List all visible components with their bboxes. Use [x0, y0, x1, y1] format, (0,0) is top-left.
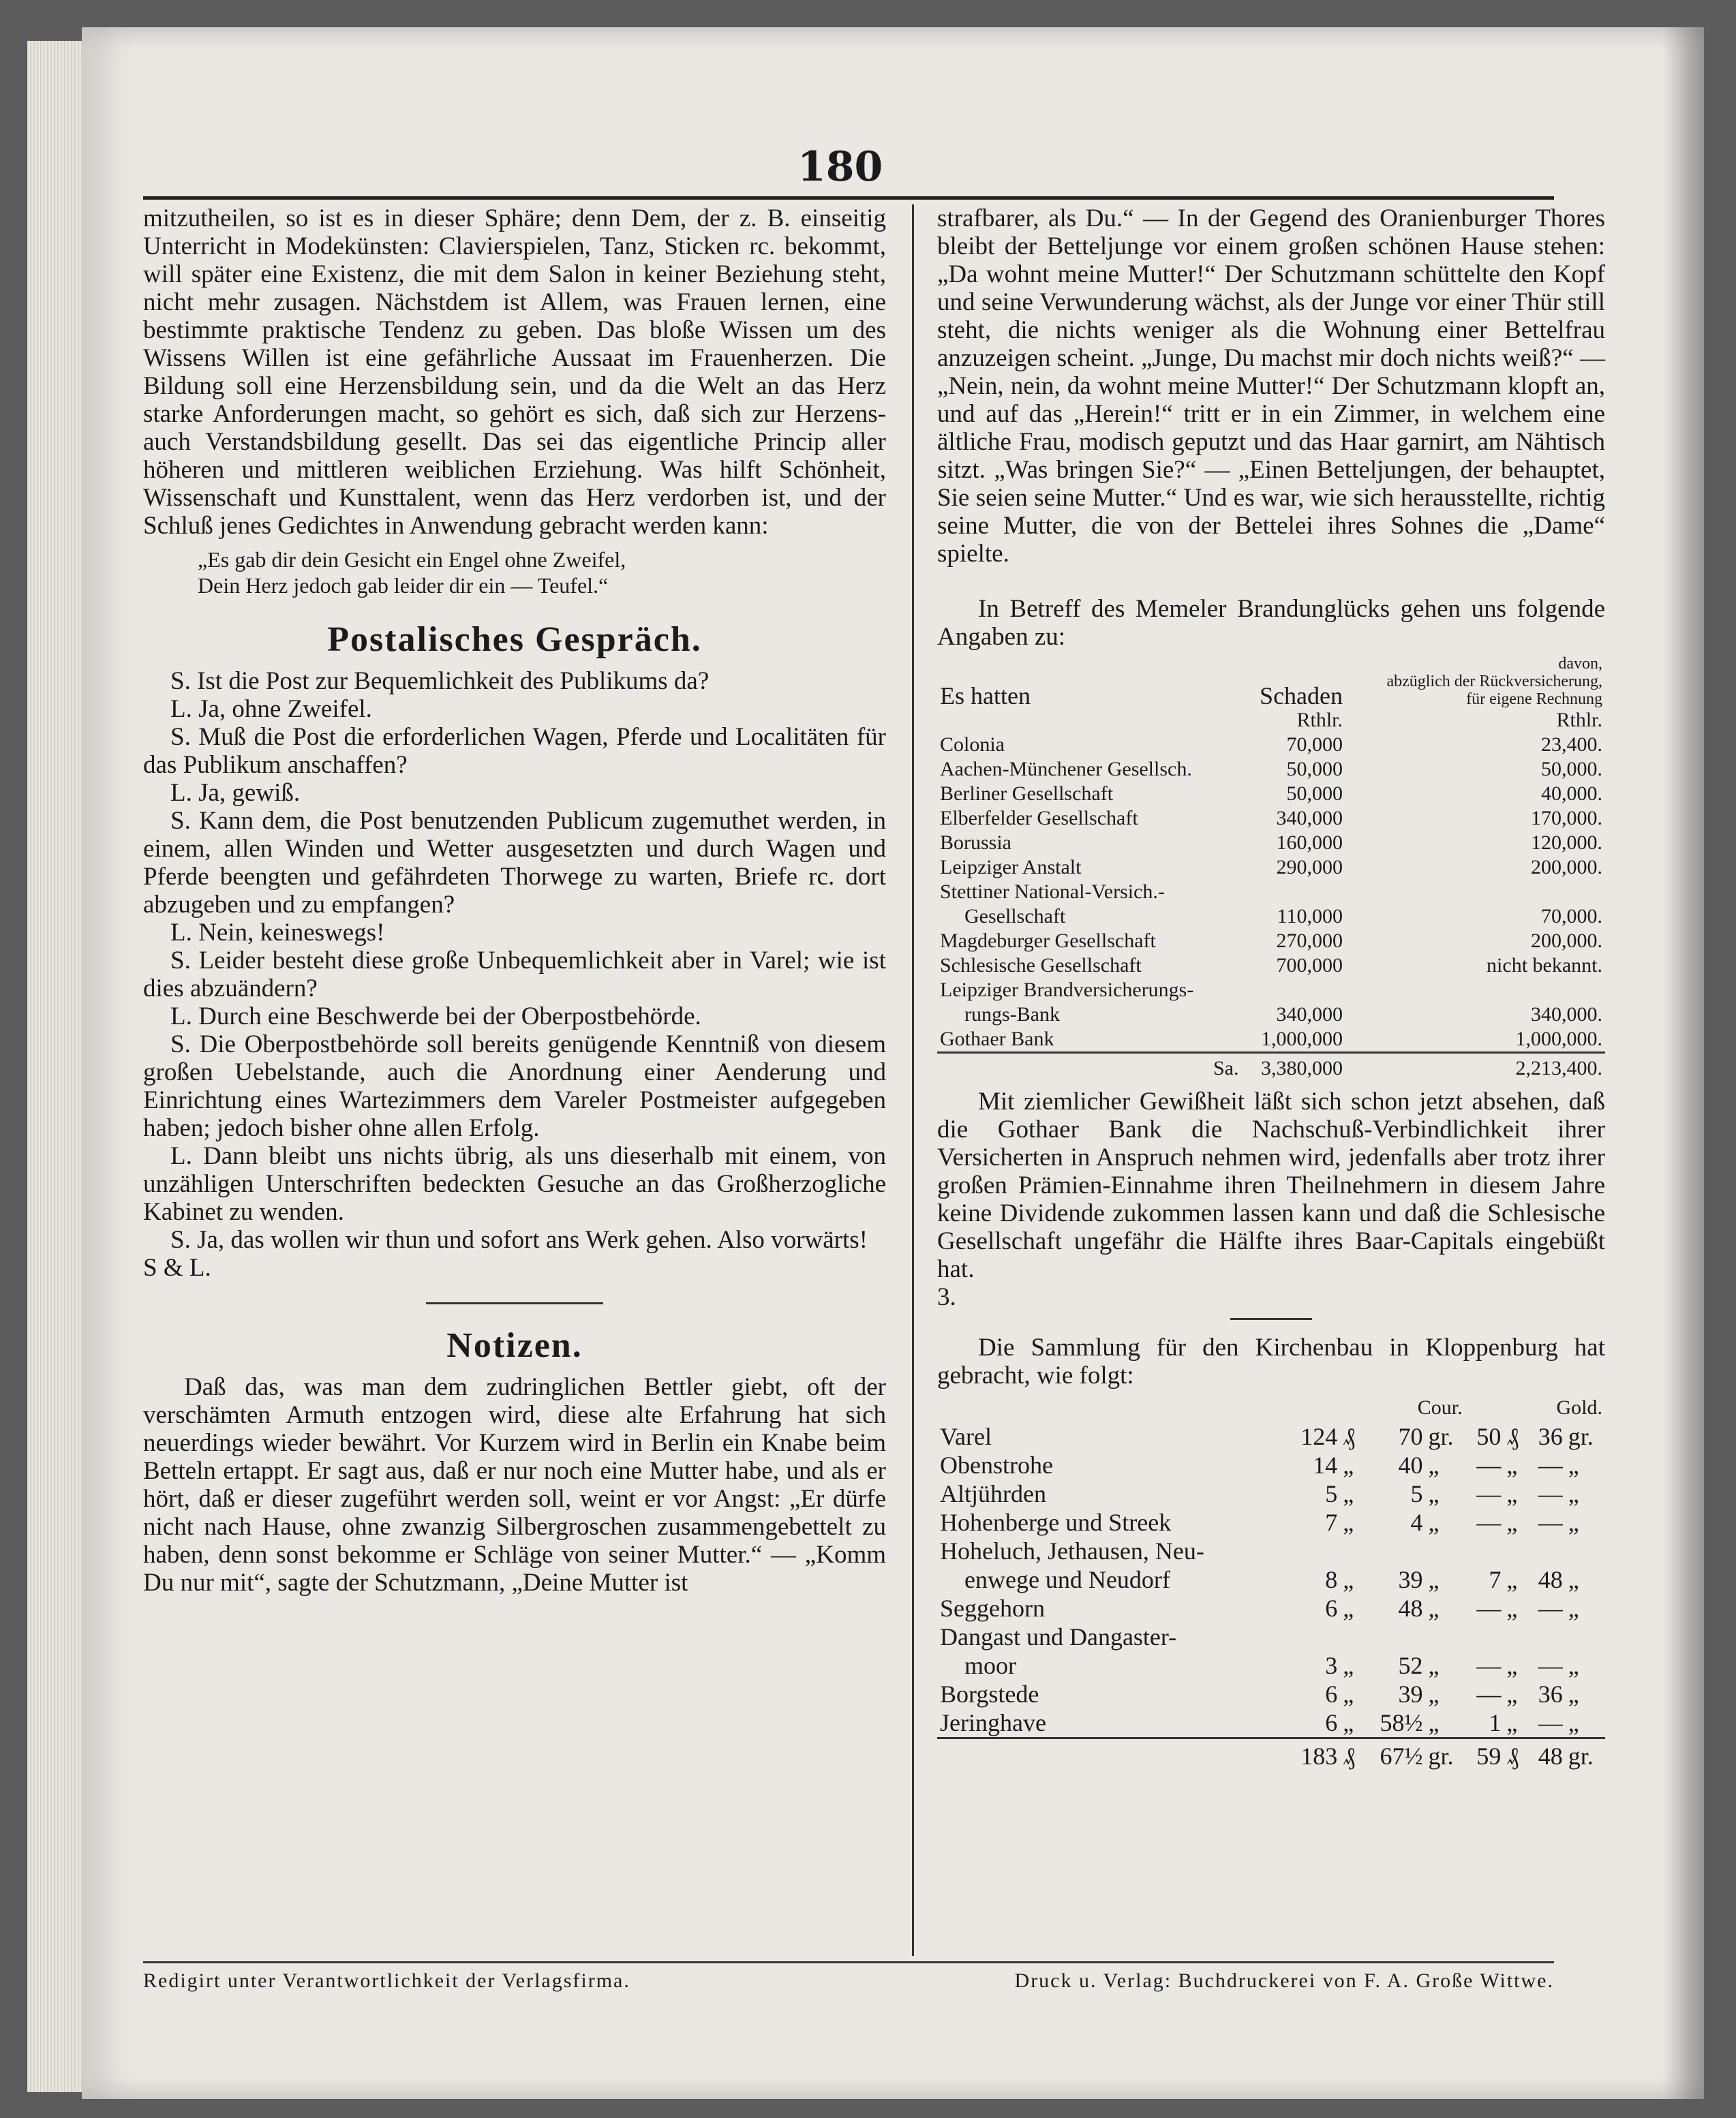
- amount-cell: „: [1568, 1652, 1579, 1679]
- total-cell: ₰: [1504, 1738, 1527, 1771]
- damage-cell: 110,000: [1277, 905, 1343, 927]
- table-row: [937, 904, 1605, 929]
- own-account-cell: 200,000.: [1531, 856, 1602, 878]
- amount-cell: ₰: [1506, 1423, 1519, 1450]
- own-account-cell: nicht bekannt.: [1487, 954, 1602, 977]
- own-account-cell: 120,000.: [1531, 831, 1602, 854]
- amount-cell: „: [1506, 1566, 1518, 1593]
- amount-cell: „: [1428, 1509, 1440, 1536]
- amount-cell: 14: [1313, 1452, 1338, 1479]
- col-header-own-line-2: abzüglich der Rückversicherung,: [1386, 673, 1602, 690]
- place-cell: Jeringhave: [940, 1709, 1046, 1736]
- amount-cell: „: [1343, 1452, 1354, 1479]
- amount-cell: 6: [1325, 1680, 1338, 1708]
- table-row: [937, 1027, 1605, 1053]
- col-header-damage: Schaden: [1260, 682, 1343, 709]
- damage-cell: 1,000,000: [1261, 1028, 1343, 1050]
- damage-cell: 700,000: [1276, 954, 1343, 977]
- amount-cell: [1566, 1623, 1605, 1651]
- amount-cell: 1: [1489, 1709, 1502, 1736]
- amount-cell: 8: [1325, 1566, 1338, 1593]
- company-cell: Colonia: [940, 733, 1005, 756]
- right-column: [937, 204, 1605, 1770]
- company-cell: Berliner Gesellschaft: [940, 782, 1114, 805]
- amount-cell: [1504, 1623, 1527, 1651]
- amount-cell: 70: [1398, 1423, 1423, 1450]
- table-row: [937, 880, 1605, 904]
- table-row: [937, 855, 1605, 880]
- col-header-own-line-1: davon,: [1558, 655, 1602, 673]
- table-row: [937, 757, 1605, 782]
- place-cell: Varel: [940, 1423, 992, 1450]
- damage-cell: 290,000: [1276, 856, 1343, 878]
- table-row: [937, 953, 1605, 978]
- damage-cell: [1241, 978, 1345, 1002]
- amount-cell: ₰: [1343, 1423, 1356, 1450]
- amount-cell: „: [1568, 1509, 1579, 1536]
- place-cell: Hoheluch, Jethausen, Neu-: [940, 1537, 1204, 1565]
- list-item: [937, 1651, 1605, 1680]
- amount-cell: gr.: [1428, 1423, 1454, 1450]
- dialogue-line: S. Kann dem, die Post benutzenden Publicum zugemuthet werden, in einem, allen Winden und Wetter ausgesetzten und durch Wagen und Pferde beengten und gefährdeten Thorwege zu warten, Briefe rc. dort abzugeben und zu empfangen?: [143, 807, 886, 919]
- amount-cell: —: [1538, 1595, 1563, 1622]
- section-divider: [1230, 1318, 1312, 1320]
- amount-cell: „: [1428, 1452, 1440, 1479]
- table-header-row: [937, 655, 1605, 708]
- section-title-notizen: Notizen.: [446, 1326, 583, 1365]
- amount-cell: „: [1568, 1566, 1579, 1593]
- table-row: [937, 831, 1605, 855]
- page-gutter-shadow: [1663, 27, 1704, 2099]
- amount-cell: 5: [1325, 1480, 1338, 1507]
- gotha-signature: 3.: [937, 1283, 956, 1311]
- list-item: [937, 1708, 1605, 1738]
- amount-cell: „: [1428, 1566, 1440, 1593]
- company-cell: Stettiner National-Versich.-: [940, 880, 1165, 903]
- amount-cell: „: [1343, 1566, 1354, 1593]
- amount-cell: —: [1476, 1652, 1502, 1679]
- amount-cell: —: [1476, 1452, 1502, 1479]
- footer-editor-note: Redigirt unter Verantwortlichkeit der Verlagsfirma.: [143, 1969, 630, 1992]
- amount-cell: „: [1428, 1652, 1440, 1679]
- col-header-own-account: [1345, 655, 1605, 708]
- memel-intro: In Betreff des Memeler Brandunglücks gehen uns folgende Angaben zu:: [937, 595, 1605, 651]
- dialogue-line: S. Leider besteht diese große Unbequemlichkeit aber in Varel; wie ist dies abzuändern?: [143, 947, 886, 1002]
- collection-intro: Die Sammlung für den Kirchenbau in Kloppenburg hat gebracht, wie folgt:: [937, 1334, 1605, 1390]
- col-header-own-line-3: für eigene Rechnung: [1466, 690, 1602, 708]
- amount-cell: 36: [1538, 1423, 1563, 1450]
- list-item: [937, 1680, 1605, 1708]
- poem-quote: [143, 547, 886, 598]
- amount-cell: 36: [1538, 1680, 1563, 1708]
- amount-cell: „: [1568, 1595, 1579, 1622]
- col-header-gold: Gold.: [1556, 1396, 1602, 1419]
- column-divider: [912, 204, 914, 1956]
- company-cell: Leipziger Anstalt: [940, 856, 1082, 878]
- table-sum-row: [937, 1053, 1605, 1081]
- own-account-cell: 170,000.: [1531, 807, 1602, 829]
- sum-label: Sa.: [937, 1053, 1241, 1081]
- list-item: [937, 1623, 1605, 1651]
- dialogue-line: L. Ja, ohne Zweifel.: [170, 695, 372, 723]
- amount-cell: „: [1343, 1480, 1354, 1507]
- damage-cell: [1241, 880, 1345, 904]
- table-unit-row: [937, 708, 1605, 733]
- amount-cell: „: [1568, 1680, 1579, 1708]
- amount-cell: —: [1538, 1509, 1563, 1536]
- own-account-cell: 70,000.: [1541, 905, 1602, 927]
- total-cell: gr.: [1566, 1738, 1605, 1771]
- sum-own: 2,213,400.: [1345, 1053, 1605, 1081]
- place-cell: Hohenberge und Streek: [940, 1509, 1172, 1536]
- amount-cell: [1363, 1623, 1426, 1651]
- collection-table-body: [937, 1422, 1605, 1738]
- table-row: [937, 733, 1605, 757]
- list-item: [937, 1479, 1605, 1508]
- amount-cell: gr.: [1568, 1423, 1594, 1450]
- dialogue-line: L. Ja, gewiß.: [170, 779, 301, 807]
- amount-cell: „: [1568, 1709, 1579, 1736]
- amount-cell: —: [1476, 1480, 1502, 1507]
- section-divider: [426, 1302, 603, 1304]
- amount-cell: „: [1506, 1595, 1518, 1622]
- place-cell: moor: [964, 1652, 1016, 1679]
- company-cell: Leipziger Brandversicherungs-: [940, 979, 1194, 1001]
- amount-cell: [1285, 1537, 1340, 1565]
- amount-cell: [1527, 1537, 1566, 1565]
- own-account-cell: 1,000,000.: [1515, 1028, 1602, 1050]
- company-cell: rungs-Bank: [964, 1003, 1060, 1026]
- dialogue-line: S. Die Oberpostbehörde soll bereits genügende Kenntniß von diesem großen Uebelstande, auch die Anordnung einer Aenderung und Einrichtung eines Wartezimmers dem Vareler Postmeister aufgegeben haben; jedoch bisher ohne allen Erfolg.: [143, 1030, 886, 1142]
- amount-cell: „: [1568, 1452, 1579, 1479]
- postal-dialogue: [143, 667, 886, 1254]
- place-cell: Dangast und Dangaster-: [940, 1623, 1177, 1651]
- col-header-cour: Cour.: [1417, 1396, 1463, 1419]
- amount-cell: [1340, 1623, 1363, 1651]
- collection-total-row: [937, 1738, 1605, 1771]
- sum-damage: 3,380,000: [1241, 1053, 1345, 1081]
- poem-line-1: „Es gab dir dein Gesicht ein Engel ohne Zweifel,: [198, 547, 626, 572]
- collection-header-row: [937, 1394, 1605, 1422]
- footer: [143, 1969, 1554, 1993]
- amount-cell: —: [1538, 1452, 1563, 1479]
- amount-cell: „: [1506, 1452, 1518, 1479]
- company-cell: Gesellschaft: [964, 905, 1066, 927]
- amount-cell: „: [1506, 1652, 1518, 1679]
- list-item: [937, 1537, 1605, 1565]
- amount-cell: 3: [1325, 1652, 1338, 1679]
- amount-cell: [1340, 1537, 1363, 1565]
- amount-cell: [1504, 1537, 1527, 1565]
- collection-table: [937, 1394, 1605, 1770]
- amount-cell: [1527, 1623, 1566, 1651]
- amount-cell: —: [1538, 1480, 1563, 1507]
- dialogue-line: S. Ja, das wollen wir thun und sofort ans Werk gehen. Also vorwärts!: [170, 1226, 868, 1254]
- own-account-cell: [1345, 978, 1605, 1002]
- amount-cell: „: [1506, 1709, 1518, 1736]
- notizen-paragraph: Daß das, was man dem zudringlichen Bettler giebt, oft der verschämten Armuth entzogen wird, diese alte Erfahrung hat sich neuerdings wieder bewährt. Vor Kurzem wird in Berlin ein Knabe beim Betteln ertappt. Er sagt aus, daß er nur noch eine Mutter habe, und als er hört, daß er dieser zugeführt werden soll, weint er vor Angst: „Er dürfe nicht nach Hause, ohne zwanzig Silbergroschen zusammengebettelt zu haben, denn sonst bekomme er Schläge von seiner Mutter.“ — „Komm Du nur mit“, sagte der Schutzmann, „Deine Mutter ist: [143, 1373, 886, 1597]
- amount-cell: „: [1343, 1652, 1354, 1679]
- footer-printer-note: Druck u. Verlag: Buchdruckerei von F. A. Große Wittwe.: [1014, 1969, 1554, 1992]
- amount-cell: 6: [1325, 1709, 1338, 1736]
- amount-cell: 48: [1398, 1595, 1423, 1622]
- place-cell: Borgstede: [940, 1680, 1039, 1708]
- place-cell: enwege und Neudorf: [964, 1566, 1170, 1593]
- place-cell: Altjührden: [940, 1480, 1046, 1507]
- amount-cell: 6: [1325, 1595, 1338, 1622]
- page-number: 180: [797, 143, 883, 191]
- dialogue-line: L. Nein, keineswegs!: [170, 919, 385, 947]
- damage-cell: 340,000: [1276, 1003, 1343, 1026]
- own-account-cell: [1345, 880, 1605, 904]
- company-cell: Aachen-Münchener Gesellsch.: [940, 758, 1192, 780]
- damage-cell: 160,000: [1276, 831, 1343, 854]
- own-account-cell: 340,000.: [1531, 1003, 1602, 1026]
- list-item: [937, 1422, 1605, 1451]
- damage-cell: 70,000: [1286, 733, 1343, 756]
- amount-cell: 50: [1476, 1423, 1502, 1450]
- amount-cell: [1425, 1537, 1465, 1565]
- poem-line-2: Dein Herz jedoch gab leider dir ein — Teufel.“: [198, 573, 609, 598]
- own-account-cell: 50,000.: [1541, 758, 1602, 780]
- unit-own: Rthlr.: [1556, 709, 1602, 731]
- amount-cell: „: [1343, 1509, 1354, 1536]
- damage-cell: 50,000: [1286, 758, 1343, 780]
- amount-cell: „: [1343, 1680, 1354, 1708]
- total-cell: gr.: [1425, 1738, 1465, 1771]
- amount-cell: [1363, 1537, 1426, 1565]
- amount-cell: —: [1476, 1595, 1502, 1622]
- total-cell: 67½: [1363, 1738, 1426, 1771]
- fire-damage-table: [937, 655, 1605, 1081]
- amount-cell: „: [1343, 1709, 1354, 1736]
- amount-cell: [1465, 1623, 1504, 1651]
- section-title-postal: Postalisches Gespräch.: [327, 620, 702, 659]
- company-cell: Elberfelder Gesellschaft: [940, 807, 1138, 829]
- table-row: [937, 978, 1605, 1002]
- total-cell: 183: [1285, 1738, 1340, 1771]
- total-cell: 59: [1465, 1738, 1504, 1771]
- beggar-story-continuation: strafbarer, als Du.“ — In der Gegend des Oranienburger Thores bleibt der Betteljunge vor einem großen schönen Hause stehen: „Da wohnt meine Mutter!“ Der Schutzmann schüttelte den Kopf und seine Verwunderung wächst, als der Junge vor einer Thür still steht, die nichts weniger als die Wohnung einer Bettelfrau anzuzeigen scheint. „Junge, Du machst mir doch nichts weiß?“ — „Nein, nein, da wohnt meine Mutter!“ Der Schutzmann klopft an, und auf das „Herein!“ tritt er in ein Zimmer, in welchem eine ältliche Frau, modisch geputzt und das Haar garnirt, am Nähtisch sitzt. „Was bringen Sie?“ — „Einen Betteljungen, der behauptet, Sie seien seine Mutter.“ Und es war, wie sich herausstellte, richtig seine Mutter, die von der Bettelei ihres Sohnes die „Dame“ spielte.: [937, 204, 1605, 568]
- amount-cell: „: [1428, 1680, 1440, 1708]
- amount-cell: [1566, 1537, 1605, 1565]
- unit-damage: Rthlr.: [1296, 709, 1343, 731]
- amount-cell: 39: [1398, 1680, 1423, 1708]
- company-cell: Gothaer Bank: [940, 1028, 1054, 1050]
- amount-cell: —: [1476, 1509, 1502, 1536]
- table-row: [937, 782, 1605, 806]
- damage-cell: 340,000: [1276, 807, 1343, 829]
- dialogue-line: L. Durch eine Beschwerde bei der Oberpostbehörde.: [170, 1002, 701, 1030]
- amount-cell: „: [1428, 1480, 1440, 1507]
- amount-cell: —: [1476, 1680, 1502, 1708]
- left-column: [143, 204, 886, 1597]
- table-row: [937, 1002, 1605, 1027]
- gotha-paragraph: Mit ziemlicher Gewißheit läßt sich schon jetzt absehen, daß die Gothaer Bank die Nachschuß-Verbindlichkeit ihrer Versicherten in Anspruch nehmen wird, jedenfalls aber trotz ihrer großen Prämien-Einnahme ihren Theilnehmern in diesem Jahre keine Dividende zukommen lassen kann und daß die Schlesische Gesellschaft ungefähr die Hälfte ihres Baar-Capitals eingebüßt hat.: [937, 1088, 1605, 1283]
- col-header-company: Es hatten: [940, 682, 1031, 709]
- table-row: [937, 806, 1605, 831]
- damage-cell: 50,000: [1286, 782, 1343, 805]
- amount-cell: 7: [1325, 1509, 1338, 1536]
- amount-cell: —: [1538, 1709, 1563, 1736]
- amount-cell: 39: [1398, 1566, 1423, 1593]
- amount-cell: „: [1428, 1595, 1440, 1622]
- amount-cell: [1425, 1623, 1465, 1651]
- dialogue-line: S. Muß die Post die erforderlichen Wagen, Pferde und Localitäten für das Publikum anschaffen?: [143, 723, 886, 779]
- amount-cell: 4: [1410, 1509, 1423, 1536]
- own-account-cell: 200,000.: [1531, 930, 1602, 952]
- amount-cell: 52: [1398, 1652, 1423, 1679]
- own-account-cell: 23,400.: [1541, 733, 1602, 756]
- place-cell: Obenstrohe: [940, 1452, 1053, 1479]
- table-row: [937, 929, 1605, 953]
- list-item: [937, 1451, 1605, 1479]
- footer-rule: [143, 1961, 1554, 1963]
- amount-cell: 40: [1398, 1452, 1423, 1479]
- amount-cell: 58½: [1380, 1709, 1423, 1736]
- list-item: [937, 1508, 1605, 1537]
- place-cell: Seggehorn: [940, 1595, 1045, 1622]
- amount-cell: „: [1506, 1509, 1518, 1536]
- dialogue-line: S. Ist die Post zur Bequemlichkeit des Publikums da?: [170, 667, 710, 695]
- amount-cell: 5: [1410, 1480, 1423, 1507]
- total-cell: 48: [1527, 1738, 1566, 1771]
- list-item: [937, 1594, 1605, 1623]
- amount-cell: „: [1506, 1480, 1518, 1507]
- company-cell: Schlesische Gesellschaft: [940, 954, 1142, 977]
- amount-cell: „: [1428, 1709, 1440, 1736]
- dialogue-signature: S & L.: [143, 1254, 211, 1282]
- header-rule: [143, 196, 1554, 200]
- amount-cell: 124: [1300, 1423, 1338, 1450]
- intro-paragraph: mitzutheilen, so ist es in dieser Sphäre; denn Dem, der z. B. einseitig Unterricht in Modekünsten: Clavierspielen, Tanz, Sticken rc. bekommt, will später eine Existenz, die mit dem Salon in keiner Beziehung steht, nicht mehr zusagen. Nächstdem ist Allem, was Frauen lernen, eine bestimmte praktische Tendenz zu geben. Das bloße Wissen um des Wissens Willen ist eine gefährliche Aussaat im Frauenherzen. Die Bildung soll eine Herzensbildung sein, und da die Welt an das Herz starke Anforderungen macht, so gehört es sich, daß sich zur Herzens- auch Verstandsbildung gesellt. Das sei das eigentliche Princip aller höheren und mittleren weiblichen Erziehung. Was hilft Schönheit, Wissenschaft und Kunsttalent, wenn das Herz verdorben ist, und der Schluß jenes Gedichtes in Anwendung gebracht werden kann:: [143, 204, 886, 540]
- amount-cell: „: [1568, 1480, 1579, 1507]
- dialogue-line: L. Dann bleibt uns nichts übrig, als uns dieserhalb mit einem, von unzähligen Unterschriften bedeckten Gesuche an das Großherzogliche Kabinet zu wenden.: [143, 1142, 886, 1226]
- list-item: [937, 1565, 1605, 1594]
- fire-table-body: [937, 733, 1605, 1053]
- total-cell: ₰: [1340, 1738, 1363, 1771]
- company-cell: Magdeburger Gesellschaft: [940, 930, 1156, 952]
- amount-cell: [1465, 1537, 1504, 1565]
- amount-cell: —: [1538, 1652, 1563, 1679]
- amount-cell: 48: [1538, 1566, 1563, 1593]
- own-account-cell: 40,000.: [1541, 782, 1602, 805]
- amount-cell: 7: [1489, 1566, 1502, 1593]
- damage-cell: 270,000: [1276, 930, 1343, 952]
- amount-cell: [1285, 1623, 1340, 1651]
- company-cell: Borussia: [940, 831, 1011, 854]
- amount-cell: „: [1343, 1595, 1354, 1622]
- amount-cell: „: [1506, 1680, 1518, 1708]
